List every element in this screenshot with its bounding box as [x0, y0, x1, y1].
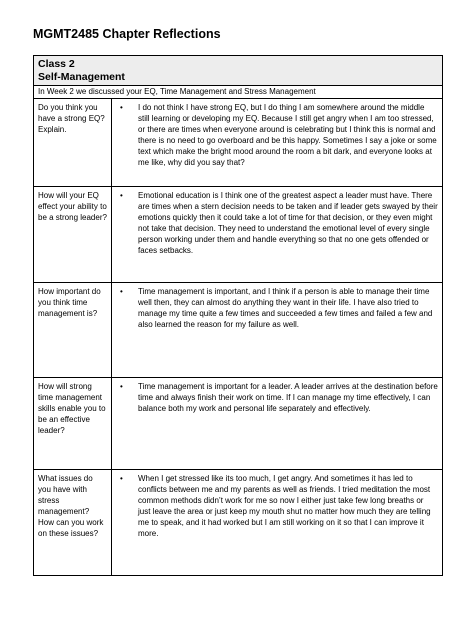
answer-cell: [112, 470, 442, 575]
table-row: [34, 283, 442, 378]
question-cell: Do you think you have a strong EQ? Explain.: [34, 99, 112, 186]
question-cell: How will strong time management skills enable you to be an effective leader?: [34, 378, 112, 469]
table-header: [34, 56, 442, 86]
bullet-icon: •: [120, 287, 123, 296]
bullet-icon: •: [120, 191, 123, 200]
answer-cell: [112, 378, 442, 469]
bullet-icon: •: [120, 382, 123, 391]
table-row: [34, 99, 442, 187]
table-row: [34, 378, 442, 470]
question-cell: What issues do you have with stress management? How can you work on these issues?: [34, 470, 112, 575]
document-title: MGMT2485 Chapter Reflections: [33, 27, 221, 41]
class-label: Class 2: [38, 58, 75, 70]
intro-text: In Week 2 we discussed your EQ, Time Management and Stress Management: [34, 86, 442, 99]
question-cell: How important do you think time management is?: [34, 283, 112, 377]
table-row: [34, 470, 442, 575]
question-cell: How will your EQ effect your ability to be a strong leader?: [34, 187, 112, 282]
answer-cell: [112, 187, 442, 282]
answer-text: Emotional education is I think one of the greatest aspect a leader must have. There are times when a stern decision needs to be taken and if leader gets swayed by their emotions quickly then it could take a lot of time for that decision, or they even might not take that decision. They need to understand the emotional level of every single person working under them and handle everything so that no one gets offended or faces setbacks.: [138, 191, 438, 255]
answer-cell: [112, 99, 442, 186]
section-label: Self-Management: [38, 70, 125, 83]
bullet-icon: •: [120, 474, 123, 483]
bullet-icon: •: [120, 103, 123, 112]
answer-text: When I get stressed like its too much, I get angry. And sometimes it has led to conflicts between me and my parents as well as friends. I tried meditation the most common methods didn’t work for me so now I either just take few long breaths or just leave the area or just keep my mouth shut no matter how much they are telling me to speak, and it had worked but I am still working on it so that I can improve it more.: [138, 474, 431, 538]
table-row: [34, 187, 442, 283]
reflection-table: [33, 55, 443, 576]
answer-cell: [112, 283, 442, 377]
answer-text: Time management is important, and I think if a person is able to manage their time well then, they can almost do anything they want in their life. I have also tried to manage my time quite a few times and succeeded a few times and failed a few and also learned the reason for my failure as well.: [138, 287, 433, 329]
answer-text: Time management is important for a leader. A leader arrives at the destination before time and always finish their work on time. If I can manage my time effectively, I can balance both my work and personal life separately and effectively.: [138, 382, 438, 413]
answer-text: I do not think I have strong EQ, but I do thing I am somewhere around the middle still learning or developing my EQ. Because I still get angry when I am too stressed, or there are times when everyone around is celebrating but I think this is normal and there is no need to go overboard and be this happy. Sometimes I say a joke or some text which make the bright mood around the room a bit dark, and everyone looks at me like, why did you say that?: [138, 103, 437, 167]
